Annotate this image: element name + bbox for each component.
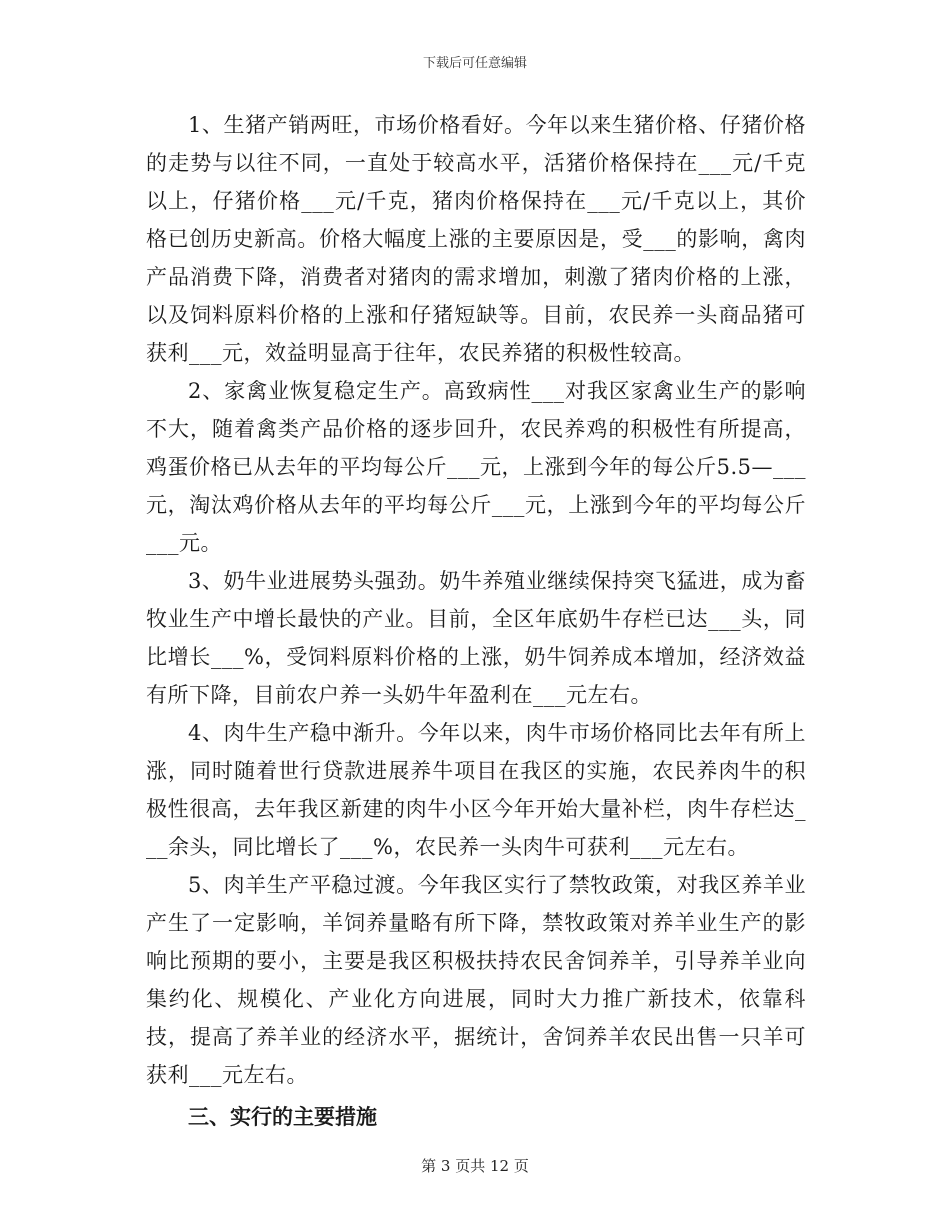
paragraph-mutton-sheep: 5、肉羊生产平稳过渡。今年我区实行了禁牧政策，对我区养羊业产生了一定影响，羊饲养量略有所下降，禁牧政策对养羊业生产的影响比预期的要小，主要是我区积极扶持农民舍饲养羊，引导养羊业向集约化、规模化、产业化方向进展，同时大力推广新技术，依靠科技，提高了养羊业的经济水平，据统计，舍饲养羊农民出售一只羊可获利___元左右。 — [146, 873, 806, 1087]
page-footer: 第 3 页共 12 页 — [421, 1157, 529, 1175]
paragraph-beef-cattle: 4、肉牛生产稳中渐升。今年以来，肉牛市场价格同比去年有所上涨，同时随着世行贷款进展养牛项目在我区的实施，农民养肉牛的积极性很高，去年我区新建的肉牛小区今年开始大量补栏，肉牛存栏达___余头，同比增长了___%，农民养一头肉牛可获利___元左右。 — [146, 721, 806, 859]
paragraph-dairy-cattle: 3、奶牛业进展势头强劲。奶牛养殖业继续保持突飞猛进，成为畜牧业生产中增长最快的产业。目前，全区年底奶牛存栏已达___头，同比增长___%，受饲料原料价格的上涨，奶牛饲养成本增加，经济效益有所下降，目前农户养一头奶牛年盈利在___元左右。 — [146, 569, 806, 707]
page-header: 下载后可任意编辑 — [422, 56, 527, 71]
paragraph-hog-production: 1、生猪产销两旺，市场价格看好。今年以来生猪价格、仔猪价格的走势与以往不同，一直处于较高水平，活猪价格保持在___元/千克以上，仔猪价格___元/千克，猪肉价格保持在___元/千克以上，其价格已创历史新高。价格大幅度上涨的主要原因是，受___的影响，禽肉产品消费下降，消费者对猪肉的需求增加，刺激了猪肉价格的上涨，以及饲料原料价格的上涨和仔猪短缺等。目前，农民养一头商品猪可获利___元，效益明显高于往年，农民养猪的积极性较高。 — [146, 113, 806, 365]
document-body — [146, 106, 806, 1136]
section-heading: 三、实行的主要措施 — [188, 1105, 377, 1129]
paragraph-poultry: 2、家禽业恢复稳定生产。高致病性___对我区家禽业生产的影响不大，随着禽类产品价格的逐步回升，农民养鸡的积极性有所提高，鸡蛋价格已从去年的平均每公斤___元，上涨到今年的每公斤5.5—___元，淘汰鸡价格从去年的平均每公斤___元，上涨到今年的平均每公斤___元。 — [146, 379, 806, 555]
